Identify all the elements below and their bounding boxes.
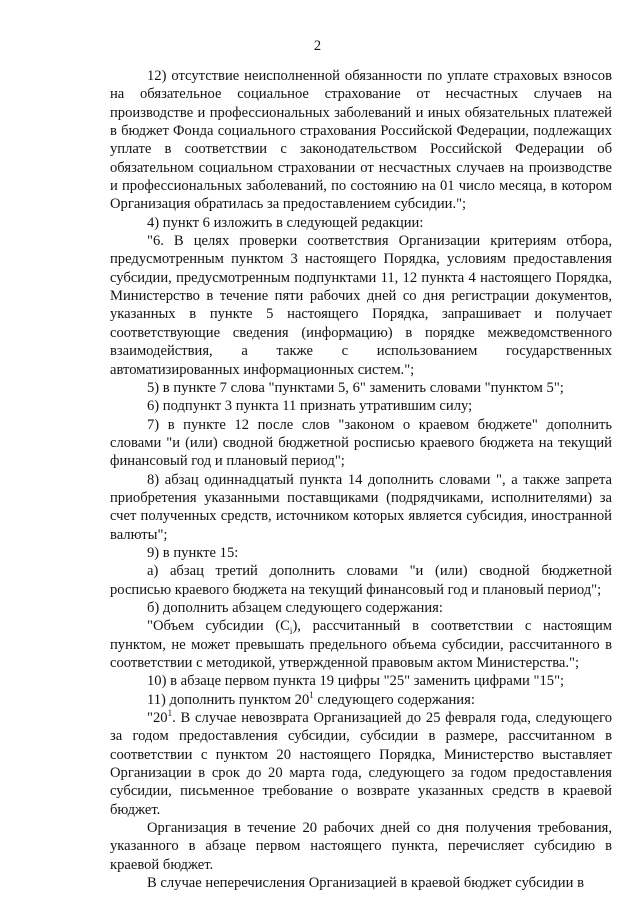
formula-text-before: "Объем субсидии (C xyxy=(147,618,290,635)
paragraph-9-intro: 9) в пункте 15: xyxy=(147,544,239,561)
paragraph-5-amendment: 5) в пункте 7 слова "пунктами 5, 6" заменить словами "пунктом 5"; xyxy=(147,379,564,396)
paragraph-11-before: 11) дополнить пунктом 20 xyxy=(147,691,310,708)
page-number: 2 xyxy=(313,38,322,54)
paragraph-6-amendment: 6) подпункт 3 пункта 11 признать утратившим силу; xyxy=(147,398,473,415)
formula-text-after: ), рассчитанный в соответствии с настоящим пунктом, не может превышать предельного объема субсидии, рассчитанного в соответствии с методикой, утвержденной правовым актом Министерства."; xyxy=(110,618,612,671)
paragraph-subsidy-volume xyxy=(110,617,612,672)
paragraph-9a: а) абзац третий дополнить словами "и (или) сводной бюджетной росписью краевого бюджета на текущий финансовый год и плановый период"; xyxy=(110,563,612,598)
paragraph-4-intro: 4) пункт 6 изложить в следующей редакции: xyxy=(147,214,424,231)
paragraph-20-1-after: . В случае невозврата Организацией до 25 февраля года, следующего за годом предоставления субсидии, субсидии в размере, рассчитанном в соответствии с пунктом 20 настоящего Порядка, Министерство выставляет Организации в срок до 20 марта года, следующего за годом предоставления субсидии, письменное требование о возврате указанных средств в краевой бюджет. xyxy=(110,710,612,818)
paragraph-10-amendment: 10) в абзаце первом пункта 19 цифры "25" заменить цифрами "15"; xyxy=(147,673,565,690)
paragraph-20-1-before: "20 xyxy=(147,710,168,727)
paragraph-6-new-edition: "6. В целях проверки соответствия Организации критериям отбора, предусмотренным пунктом 3 настоящего Порядка, условиям предоставления субсидии, предусмотренным подпунктами 11, 12 пункта 4 настоящего Порядка, Министерство в течение пяти рабочих дней со дня регистрации документов, указанных в пункте 5 настоящего Порядка, запрашивает и получает соответствующие сведения (информацию) в порядке межведомственного взаимодействия, а также с использованием государственных автоматизированных информационных систем."; xyxy=(110,233,612,378)
paragraph-8-amendment: 8) абзац одиннадцатый пункта 14 дополнить словами ", а также запрета приобретения указанными поставщиками (подрядчиками, исполнителями) за счет полученных средств, источником которых является субсидия, иностранной валюты"; xyxy=(110,471,612,543)
paragraph-11-amendment xyxy=(110,691,612,709)
paragraph-7-amendment: 7) в пункте 12 после слов "законом о краевом бюджете" дополнить словами "и (или) сводной бюджетной росписью краевого бюджета на текущий финансовый год и плановый период"; xyxy=(110,416,612,470)
paragraph-9b: б) дополнить абзацем следующего содержания: xyxy=(147,599,443,616)
paragraph-20-1 xyxy=(110,709,612,819)
document-body xyxy=(110,67,612,892)
paragraph-11-superscript: 1 xyxy=(309,689,314,700)
paragraph-20-1-superscript: 1 xyxy=(167,708,173,719)
paragraph-11-after: следующего содержания: xyxy=(313,691,475,708)
paragraph-nontransfer: В случае неперечисления Организацией в краевой бюджет субсидии в xyxy=(147,875,584,892)
paragraph-transfer: Организация в течение 20 рабочих дней со дня получения требования, указанного в абзаце первом настоящего пункта, перечисляет субсидию в краевой бюджет. xyxy=(110,820,612,873)
paragraph-12-insurance: 12) отсутствие неисполненной обязанности по уплате страховых взносов на обязательное социальное страхование от несчастных случаев на производстве и профессиональных заболеваний и иных обязательных платежей в бюджет Фонда социального страхования Российской Федерации, подлежащих уплате в соответствии с законодательством Российской Федерации об обязательном социальном страховании от несчастных случаев на производстве и профессиональных заболеваний, по состоянию на 01 число месяца, в котором Организация обратилась за предоставлением субсидии."; xyxy=(110,68,612,213)
formula-subscript: i xyxy=(289,626,293,637)
